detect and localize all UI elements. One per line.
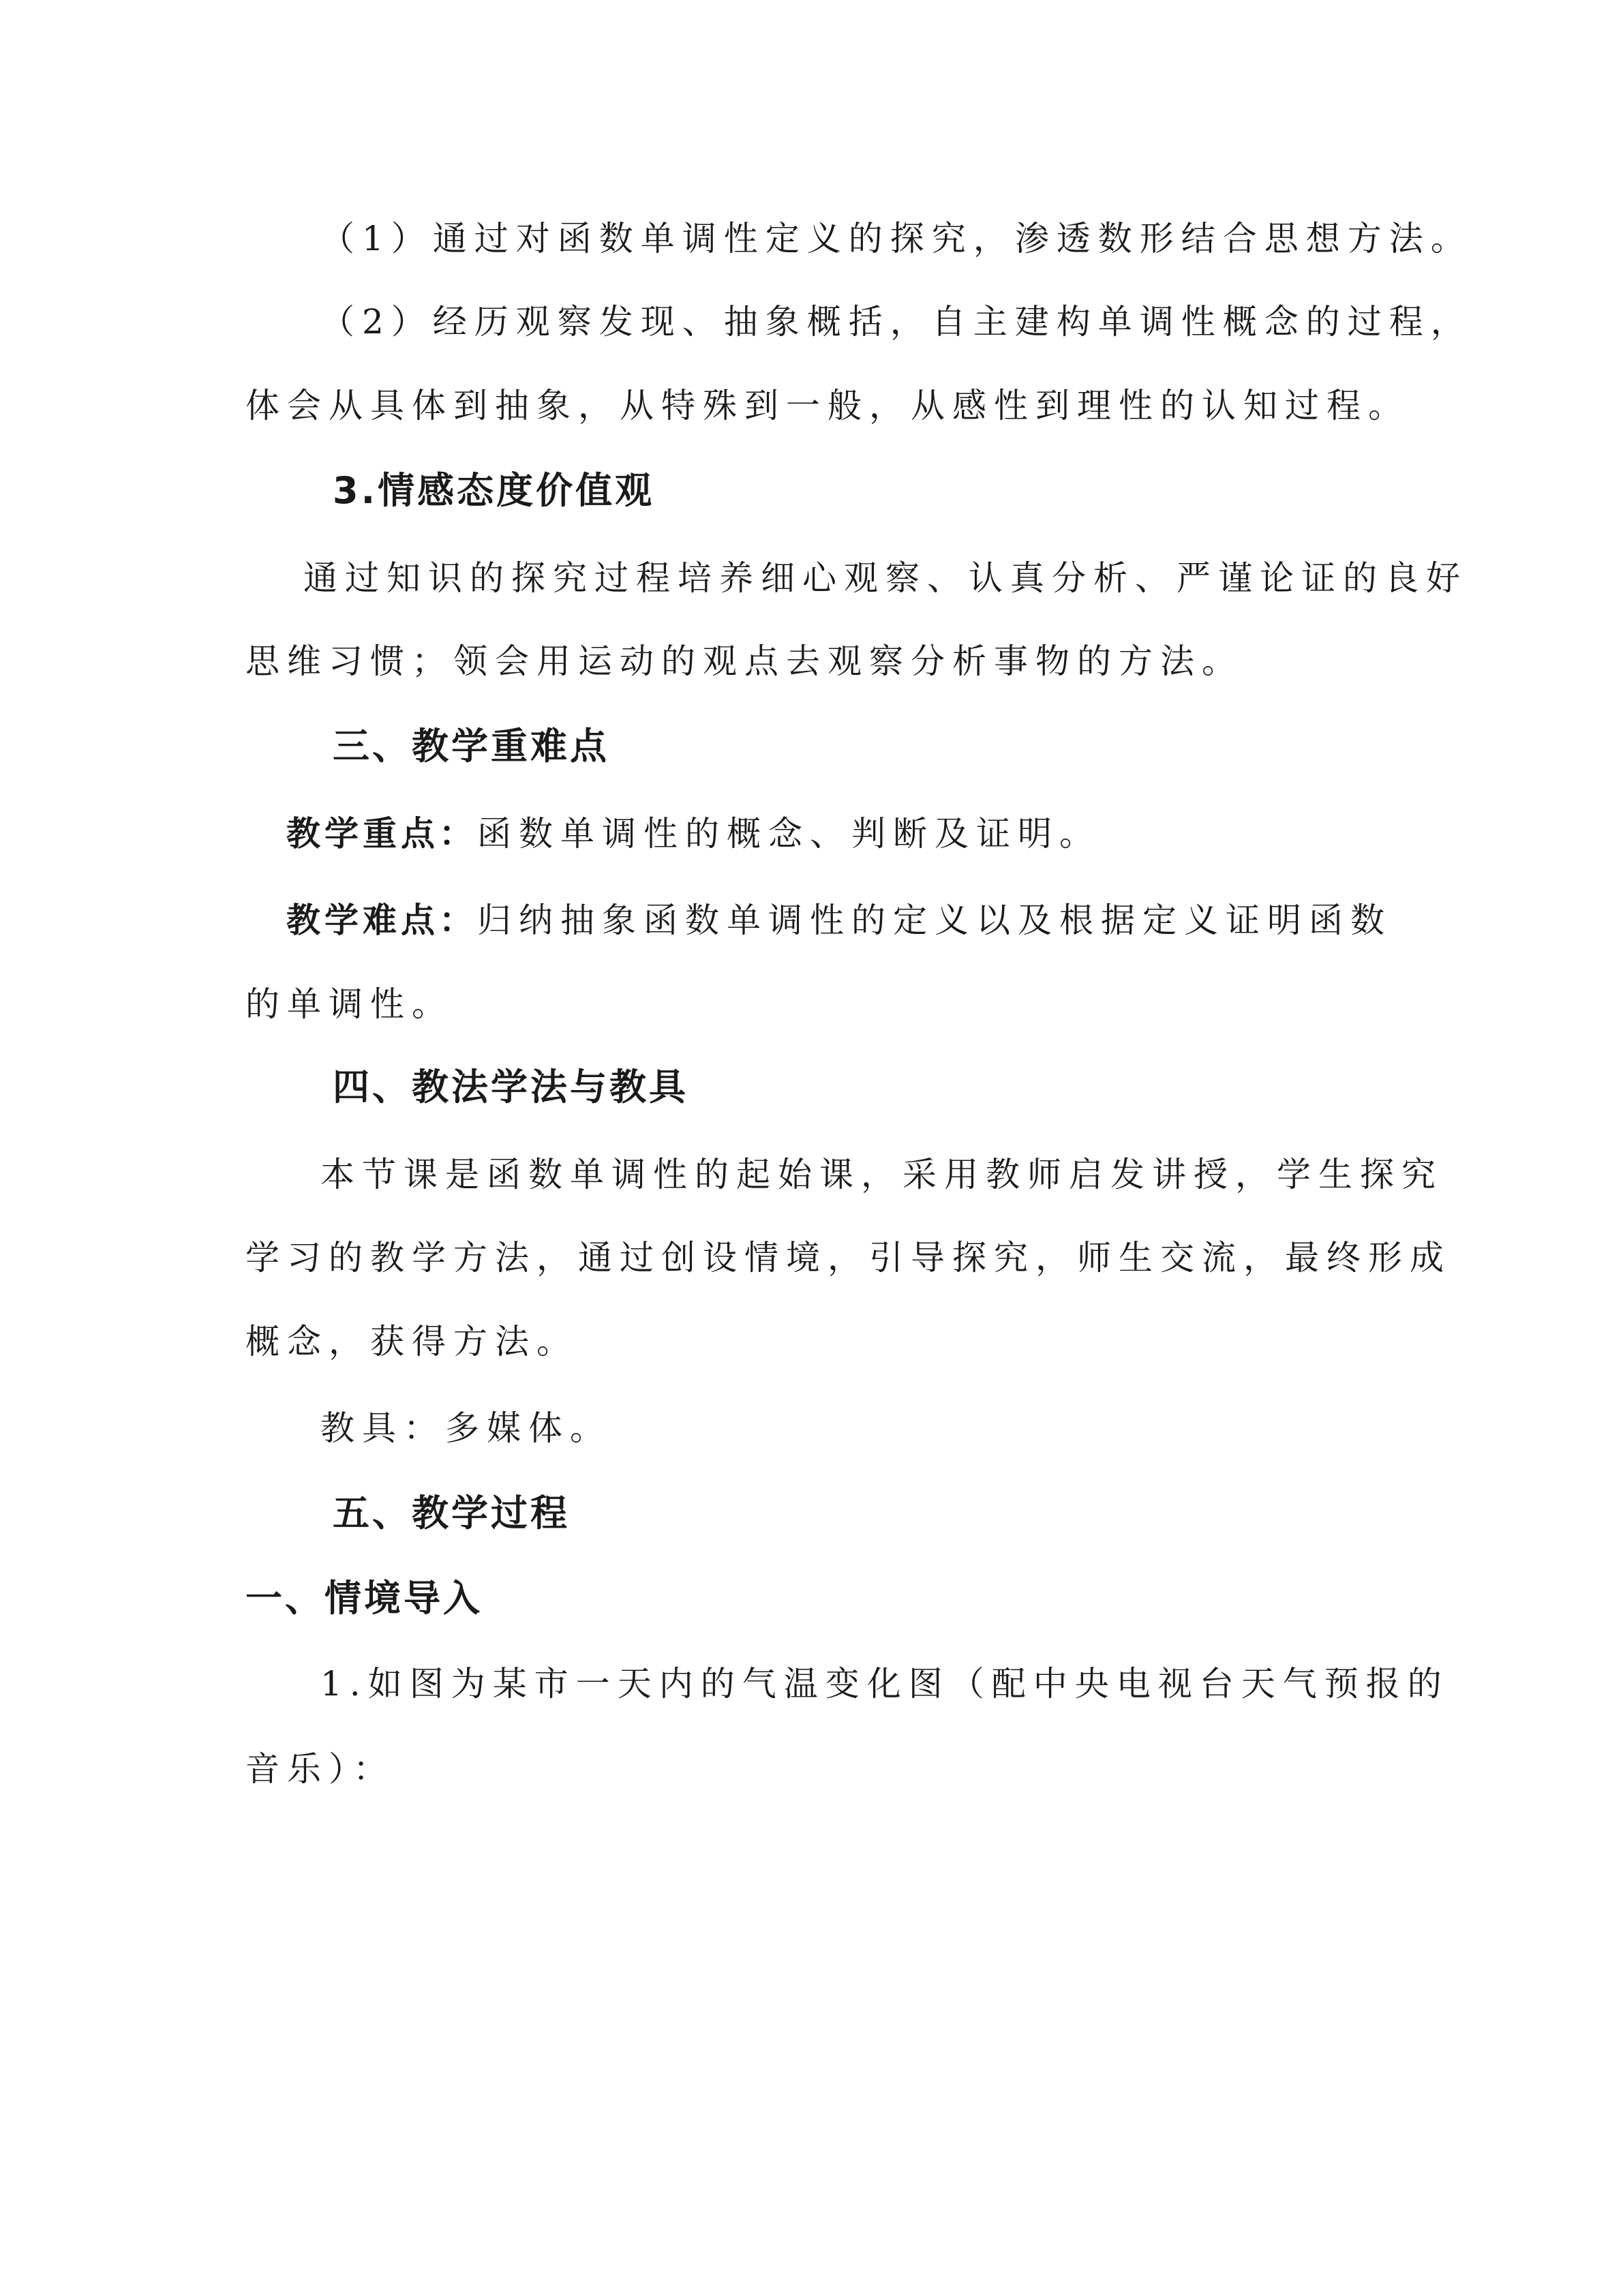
section-heading-key-points: 三、教学重难点	[333, 725, 609, 768]
objective-item-2-line-1: （2）经历观察发现、抽象概括，自主建构单调性概念的过程，	[320, 302, 1472, 342]
objective-item-2-line-2: 体会从具体到抽象，从特殊到一般，从感性到理性的认知过程。	[245, 386, 1410, 425]
teaching-difficulty-continuation: 的单调性。	[245, 984, 453, 1024]
teaching-difficulty	[286, 900, 1392, 941]
teaching-difficulty-label: 教学难点：	[286, 901, 477, 940]
teaching-difficulty-text: 归纳抽象函数单调性的定义以及根据定义证明函数	[477, 901, 1392, 940]
scenario-paragraph-line-2: 音乐）：	[245, 1749, 395, 1789]
section-heading-methods: 四、教法学法与教具	[333, 1066, 688, 1108]
teaching-focus	[286, 813, 1101, 854]
methods-paragraph-line-2: 学习的教学方法，通过创设情境，引导探究，师生交流，最终形成	[245, 1238, 1451, 1278]
emotion-paragraph-line-2: 思维习惯；领会用运动的观点去观察分析事物的方法。	[245, 641, 1243, 681]
methods-paragraph-line-3: 概念，获得方法。	[245, 1322, 578, 1361]
teaching-focus-label: 教学重点：	[286, 814, 477, 854]
section-heading-process: 五、教学过程	[333, 1492, 570, 1535]
objective-item-1: （1）通过对函数单调性定义的探究，渗透数形结合思想方法。	[320, 219, 1472, 258]
emotion-paragraph-line-1: 通过知识的探究过程培养细心观察、认真分析、严谨论证的良好	[303, 558, 1468, 598]
sub-heading-scenario-intro: 一、情境导入	[245, 1577, 483, 1620]
section-heading-emotion: 3.情感态度价值观	[333, 469, 655, 512]
teaching-tools: 教具：多媒体。	[320, 1408, 611, 1448]
teaching-focus-text: 函数单调性的概念、判断及证明。	[477, 814, 1101, 854]
methods-paragraph-line-1: 本节课是函数单调性的起始课，采用教师启发讲授，学生探究	[320, 1155, 1443, 1194]
scenario-paragraph-line-1: 1.如图为某市一天内的气温变化图（配中央电视台天气预报的	[320, 1664, 1449, 1704]
